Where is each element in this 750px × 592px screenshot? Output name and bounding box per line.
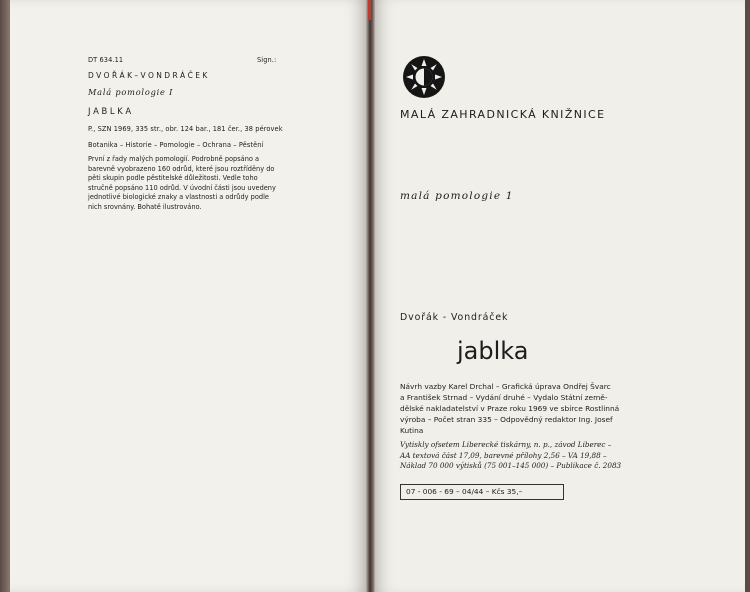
credits-line: výroba – Počet stran 335 – Odpovědný redaktor Ing. Josef bbox=[400, 415, 613, 424]
description-line: stručně popsáno 110 odrůd. V úvodní části jsou uvedeny bbox=[88, 183, 276, 192]
credits-line: Kutina bbox=[400, 426, 424, 435]
catalog-code: DT 634.11 bbox=[88, 56, 124, 64]
left-title: J A B L K A bbox=[88, 106, 132, 116]
left-series: Malá pomologie I bbox=[88, 87, 174, 97]
description-line: nich srovnány. Bohatě ilustrováno. bbox=[88, 202, 202, 211]
print-line: Náklad 70 000 výtisků (75 001–145 000) – Publikace č. 2083 bbox=[400, 461, 622, 471]
description-line: jednotlivé biologické znaky a vlastnosti a odrůdy podle bbox=[88, 193, 269, 202]
publisher-sun-logo-icon bbox=[402, 55, 446, 99]
left-page bbox=[10, 0, 368, 592]
description-paragraph bbox=[88, 155, 338, 213]
price-code: 07 - 006 - 69 – 04/44 – Kčs 35,– bbox=[406, 487, 523, 496]
bookmark-ribbon bbox=[368, 0, 371, 20]
book-edge-right bbox=[745, 0, 750, 592]
book-edge-left bbox=[0, 0, 10, 592]
left-authors: D V O Ř Á K – V O N D R Á Č E K bbox=[88, 71, 208, 80]
credits-line: a František Strnad – Vydání druhé – Vydalo Státní země- bbox=[400, 393, 608, 402]
print-line: AA textová část 17,09, barevné přílohy 2,56 – VA 19,88 – bbox=[400, 450, 607, 460]
right-authors: Dvořák - Vondráček bbox=[400, 312, 509, 323]
credits-paragraph bbox=[400, 381, 690, 436]
right-subtitle: malá pomologie 1 bbox=[400, 190, 514, 202]
subjects-line: Botanika – Historie – Pomologie – Ochrana – Pěstění bbox=[88, 141, 264, 149]
credits-line: Návrh vazby Karel Drchal – Grafická úprava Ondřej Švarc bbox=[400, 382, 611, 391]
description-line: První z řady malých pomologií. Podrobně popsáno a bbox=[88, 155, 260, 163]
series-heading: MALÁ ZAHRADNICKÁ KNIŽNICE bbox=[400, 108, 606, 121]
print-info-paragraph bbox=[400, 440, 690, 472]
right-title: jablka bbox=[457, 337, 529, 365]
description-line: pěti skupin podle pěstitelské důležitosti. Vedle toho bbox=[88, 174, 258, 183]
print-line: Vytiskly ofsetem Liberecké tiskárny, n. p., závod Liberec – bbox=[400, 440, 612, 449]
publication-info: P., SZN 1969, 335 str., obr. 124 bar., 181 čer., 38 pérovek bbox=[88, 125, 283, 133]
credits-line: dělské nakladatelství v Praze roku 1969 ve sbírce Rostlinná bbox=[400, 404, 620, 413]
description-line: barevně vyobrazeno 160 odrůd, které jsou roztříděny do bbox=[88, 164, 275, 173]
sign-label: Sign.: bbox=[257, 56, 277, 64]
